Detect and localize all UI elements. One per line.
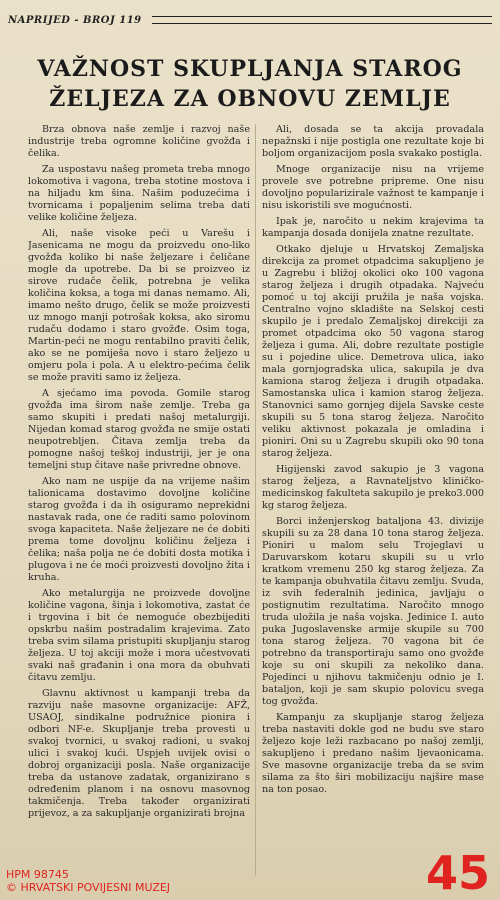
article-headline: [10, 54, 490, 114]
archive-code: HPM 98745: [6, 868, 69, 881]
paragraph: Ali, naše visoke peći u Varešu i Jasenicama ne mogu da proizvedu ono-liko gvožđa koliko bi naše željezare i čeličane mogle da upotrebe. Da bi se proizveo iz sirove rudače čelik, potrebna je velika količina koksa, a toga mi danas nemamo. Ali, imamo nešto drugo, čelik se može proizvesti uz mnogo manji potrošak koksa, ako siromu rudaču dodamo i staro gvožđe. Osim toga, Martin-peći ne mogu rentabilno praviti čelik, ako se ne pomiješa novo i staro željezo u omjeru pola i pola. A u elektro-pećima čelik se može praviti samo iz željeza.: [28, 228, 250, 383]
page-number: 45: [425, 846, 490, 900]
paragraph: Ali, dosada se ta akcija provadala nepažnski i nije postigla one rezultate koje bi boljom organizacijom posla svakako postigla.: [262, 124, 484, 159]
header-rule: [152, 16, 492, 24]
museum-credit: © HRVATSKI POVIJESNI MUZEJ: [6, 881, 171, 894]
headline-line-2: ŽELJEZA ZA OBNOVU ZEMLJE: [49, 86, 451, 112]
paragraph: A sjećamo ima povoda. Gomile starog gvožđa ima širom naše zemlje. Treba ga samo skupiti i predati našoj metalurgiji. Nijedan komad starog gvožđa ne smije ostati neupotrebljen. Čitava zemlja treba da pomogne našoj teškoj industriji, jer je ona temeljni stup čitave naše privredne obnove.: [28, 388, 250, 471]
paragraph: Brza obnova naše zemlje i razvoj naše industrije treba ogromne količine gvožđa i čelika.: [28, 124, 250, 159]
paragraph: Ako nam ne uspije da na vrijeme našim talionicama dostavimo dovoljne količine starog gvožđa i da ih osiguramo neprekidni nastavak rada, one će raditi samo polovinom svoga kapaciteta. Naše željezare ne će dobiti prema tome dovoljnu količinu željeza i čelika; naša polja ne će dobiti dosta motika i plugova i ne će moći proizvesti dovoljno žita i kruha.: [28, 476, 250, 583]
paragraph: Ipak je, naročito u nekim krajevima ta kampanja dosada donijela znatne rezultate.: [262, 216, 484, 239]
paragraph: Glavnu aktivnost u kampanji treba da razviju naše masovne organizacije: AFŽ, USAOJ, sindikalne podružnice pionira i odbori NF-e. Skupljanje treba provesti u svakoj tvornici, u svakoj radioni, u svakoj ulici i svakoj kući. Uspjeh uvijek ovisi o dobroj organizaciji posla. Naše organizacije treba da ustanove zadatak, organizirano s određenim planom i na osnovu masovnog takmičenja. Treba također organizirati prijevoz, a za sakupljanje organizirati brojna: [28, 688, 250, 819]
paragraph: Za uspostavu našeg prometa treba mnogo lokomotiva i vagona, treba stotine mostova i na hiljadu km šina. Našim poduzećima i tvornicama i popaljenim selima treba dati velike količine željeza.: [28, 164, 250, 223]
article-column-right: [262, 124, 484, 889]
paragraph: Otkako djeluje u Hrvatskoj Zemaljska direkcija za promet otpadcima sakupljeno je u Zagrebu i bližoj okolici oko 100 vagona starog željeza i drugih otpadaka. Najveću pomoć u toj akciji pružila je naša vojska. Centralno vojno skladište na Selskoj cesti skupilo je i predalo Zemaljskoj direkciji za promet otpadcima oko 50 vagona starog željeza i guma. Ali, dobre rezultate postigle su i pojedine ulice. Demetrova ulica, iako mala gornjogradska ulica, sakupila je dva kamiona starog željeza i drugih otpadaka. Samostanska ulica i kamion starog željeza. Stanovnici samo gornjeg dijela Savske ceste skupili su 5 tona starog željeza. Naročito veliku aktivnost pokazala je omladina i pioniri. Oni su u Zagrebu skupili oko 90 tona starog željeza.: [262, 244, 484, 459]
article-column-left: [28, 124, 250, 889]
issue-title: NAPRIJED - BROJ 119: [8, 14, 142, 26]
headline-line-1: VAŽNOST SKUPLJANJA STAROG: [37, 56, 463, 82]
paragraph: Borci inženjerskog bataljona 43. divizije skupili su za 28 dana 10 tona starog željeza. Pioniri u malom selu Trojeglavi u Daruvarskom kotaru skupili su u vrlo kratkom vremenu 250 kg starog željeza. Za te kampanja obuhvatila čitavu zemlju. Svuda, iz svih federalnih jedinica, javljaju o postignutim rezultatima. Naročito mnogo truda uložila je naša vojska. Jedinice I. auto puka Jugoslavenske armije skupile su 700 tona starog željeza. 70 vagona bit će potrebno da transportiraju samo ono gvožđe koje su oni skupili za nekoliko dana. Pojedinci u njihovu takmičenju odnio je I. bataljon, koji je sam skupio polovicu svega tog gvožđa.: [262, 516, 484, 707]
paragraph: Mnoge organizacije nisu na vrijeme provele sve potrebne pripreme. One nisu dovoljno popularizirale važnost te kampanje i nisu iskoristili sve mogućnosti.: [262, 164, 484, 211]
column-divider: [255, 124, 256, 876]
newspaper-header: [8, 6, 492, 34]
paragraph: Kampanju za skupljanje starog željeza treba nastaviti dokle god ne budu sve staro željezo koje leži razbacano po našoj zemlji, sakupljeno i predano našim ljevaonicama. Sve masovne organizacije treba da se svim silama za što širi mobilizaciju najšire mase na ton posao.: [262, 712, 484, 795]
paragraph: Ako metalurgija ne proizvede dovoljne količine vagona, šinja i lokomotiva, zastat će i trgovina i bit će nemoguće obezbijediti opskrbu našim postradalim krajevima. Zato treba svim silama pristupiti skupljanju starog željeza. U toj akciji može i mora učestvovati svaki naš građanin i ona mora da obuhvati čitavu zemlju.: [28, 588, 250, 683]
museum-watermark: [6, 868, 170, 894]
paragraph: Higijenski zavod sakupio je 3 vagona starog željeza, a Ravnateljstvo kliničko-medicinskog fakulteta sakupilo je preko3.000 kg starog željeza.: [262, 464, 484, 511]
